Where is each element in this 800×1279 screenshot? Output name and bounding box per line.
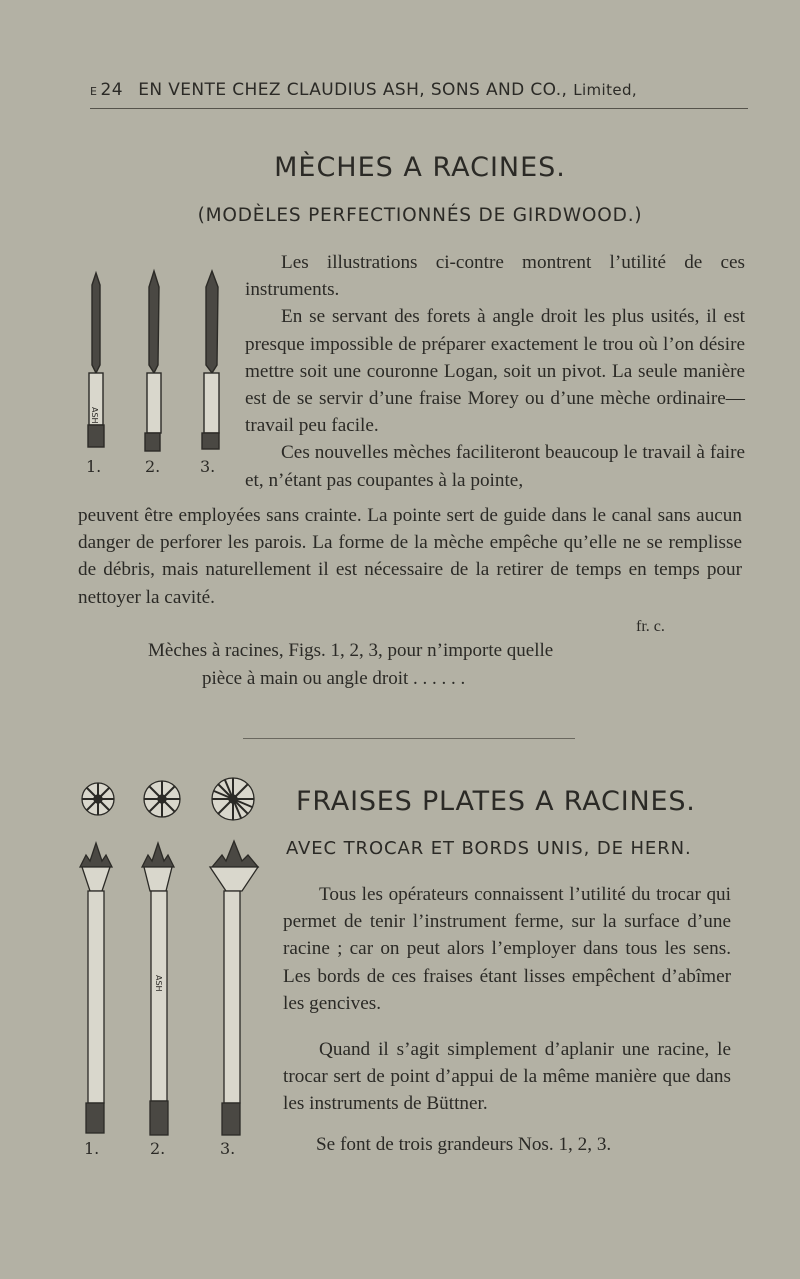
header-rule (90, 108, 748, 109)
root-drills-illustration (78, 265, 238, 460)
section1-paragraph-3-rest: peuvent être employées sans crainte. La pointe sert de guide dans le canal sans aucun danger de perforer les parois. La forme de la mèche empêche qu’elle ne se remplisse de débris, mais naturellement il est nécessaire de la retirer de temps en temps pour nettoyer la cavité. (78, 505, 742, 608)
reamer-figure-label-3: 3. (220, 1139, 236, 1158)
reamer-mark-ash: ASH (154, 975, 163, 992)
section-divider (243, 738, 575, 739)
section1-paragraph-1: Les illustrations ci-contre montrent l’utilité de ces instruments. (245, 252, 745, 301)
page-number: E 24 (90, 80, 124, 100)
section2-subtitle: AVEC TROCAR ET BORDS UNIS, DE HERN. (286, 838, 692, 859)
section1-paragraph-2: En se servant des forets à angle droit les plus usités, il est presque impossible de préparer exactement le trou où l’on désire mettre soit une couronne Logan, soit un pivot. La seule manière est de se servir d’une fraise Morey ou d’une mèche ordinaire—travail peu facile. (245, 306, 745, 437)
drill-mark-ash: ASH (90, 407, 99, 424)
section1-subtitle: (MODÈLES PERFECTIONNÉS DE GIRDWOOD.) (197, 205, 643, 226)
drill-figure-label-3: 3. (200, 457, 216, 476)
reamer-figure-label-1: 1. (84, 1139, 100, 1158)
root-reamers-illustration (76, 775, 266, 1140)
section2-sizes-note: Se font de trois grandeurs Nos. 1, 2, 3. (316, 1134, 612, 1155)
page-header (90, 80, 750, 106)
section2-paragraph-2: Quand il s’agit simplement d’aplanir une racine, le trocar sert de point d’appui de la même manière que dans les instruments de Büttner. (283, 1039, 731, 1115)
section2-title: FRAISES PLATES A RACINES. (296, 786, 696, 817)
price-line-2: pièce à main ou angle droit . . . . . . (202, 668, 466, 689)
section1-title: MÈCHES A RACINES. (274, 152, 566, 183)
drill-figure-label-1: 1. (86, 457, 102, 476)
price-line-1: Mèches à racines, Figs. 1, 2, 3, pour n’importe quelle (148, 640, 554, 661)
price-entry (148, 618, 748, 700)
drill-figure-label-2: 2. (145, 457, 161, 476)
section1-paragraph-3-start: Ces nouvelles mèches faciliteront beaucoup le travail à faire et, n’étant pas coupantes à la pointe, (245, 442, 745, 491)
reamer-figure-label-2: 2. (150, 1139, 166, 1158)
header-title: EN VENTE CHEZ CLAUDIUS ASH, SONS AND CO., Limited, (138, 80, 638, 100)
price-currency-header: fr. c. (636, 618, 665, 635)
section2-paragraph-1: Tous les opérateurs connaissent l’utilité du trocar qui permet de tenir l’instrument ferme, sur la surface d’une racine ; car on peut alors l’employer dans tous les sens. Les bords de ces fraises étant lisses empêchent d’abîmer les gencives. (283, 884, 731, 1014)
section1-wrapped-text (245, 249, 745, 494)
section1-full-text (78, 502, 742, 611)
